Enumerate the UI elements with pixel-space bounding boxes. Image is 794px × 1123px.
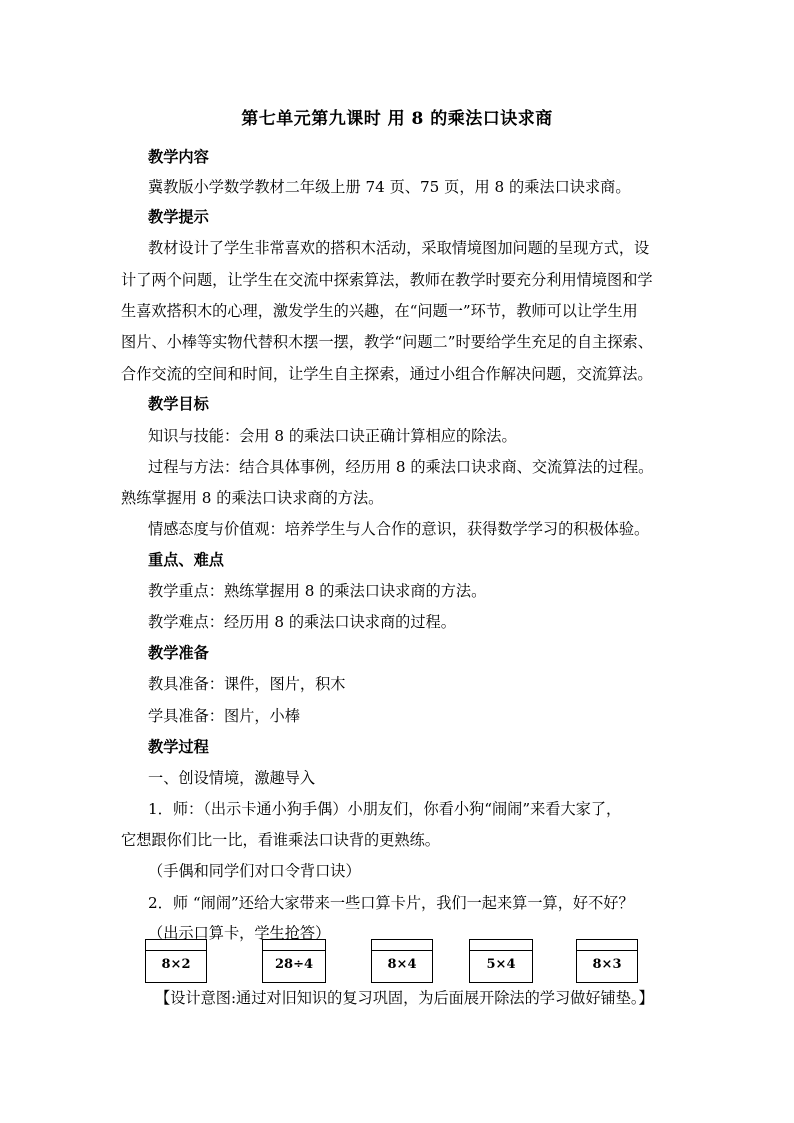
heading-teaching-hint: 教学提示 (148, 208, 209, 226)
process-line: 1．师：（出示卡通小狗手偶）小朋友们，你看小狗“闹闹”来看大家了， (148, 800, 622, 818)
calc-card (262, 939, 326, 983)
calc-card (469, 939, 533, 983)
hint-line: 生喜欢搭积木的心理，激发学生的兴趣，在“问题一”环节，教师可以让学生用 (121, 302, 638, 320)
heading-key-points: 重点、难点 (148, 551, 224, 569)
calc-card (576, 939, 638, 983)
process-line: 它想跟你们比一比，看谁乘法口诀背的更熟练。 (121, 831, 440, 849)
page-title: 第七单元第九课时 用 8 的乘法口诀求商 (241, 109, 553, 129)
calc-card (371, 939, 433, 983)
process-step-title: 一、创设情境，激趣导入 (148, 769, 316, 787)
hint-line: 图片、小棒等实物代替积木摆一摆，教学“问题二”时要给学生充足的自主探索、 (121, 333, 653, 351)
teaching-content-text: 冀教版小学数学教材二年级上册 74 页、75 页，用 8 的乘法口诀求商。 (148, 178, 631, 196)
heading-preparation: 教学准备 (148, 644, 209, 662)
goal-emotion: 情感态度与价值观：培养学生与人合作的意识，获得数学学习的积极体验。 (148, 520, 650, 538)
calc-card-label: 8×3 (592, 957, 622, 972)
goal-process-line1: 过程与方法：结合具体事例，经历用 8 的乘法口诀求商、交流算法的过程。 (148, 458, 654, 476)
hint-line: 合作交流的空间和时间，让学生自主探索，通过小组合作解决问题，交流算法。 (121, 365, 653, 383)
calc-card-label: 8×4 (387, 957, 417, 972)
calc-card-label: 5×4 (486, 957, 516, 972)
difficult-point: 教学难点：经历用 8 的乘法口诀求商的过程。 (148, 613, 456, 631)
goal-knowledge: 知识与技能：会用 8 的乘法口诀正确计算相应的除法。 (148, 427, 517, 445)
hint-line: 教材设计了学生非常喜欢的搭积木活动，采取情境图加问题的呈现方式，设 (148, 239, 650, 257)
calc-card-label: 28÷4 (274, 957, 314, 972)
process-line: （出示口算卡，学生抢答） (148, 924, 331, 942)
heading-teaching-goals: 教学目标 (148, 395, 209, 413)
heading-teaching-content: 教学内容 (148, 148, 209, 166)
design-intent-note: 【设计意图:通过对旧知识的复习巩固，为后面展开除法的学习做好铺垫。】 (155, 989, 654, 1007)
student-preparation: 学具准备：图片，小棒 (148, 707, 300, 725)
teacher-preparation: 教具准备：课件，图片，积木 (148, 675, 346, 693)
process-line: （手偶和同学们对口令背口诀） (148, 862, 361, 880)
hint-line: 计了两个问题，让学生在交流中探索算法，教师在教学时要充分利用情境图和学 (121, 271, 653, 289)
process-line: 2．师 “闹闹”还给大家带来一些口算卡片，我们一起来算一算，好不好？ (148, 894, 634, 912)
key-point: 教学重点：熟练掌握用 8 的乘法口诀求商的方法。 (148, 582, 487, 600)
heading-teaching-process: 教学过程 (148, 738, 209, 756)
goal-process-line2: 熟练掌握用 8 的乘法口诀求商的方法。 (121, 489, 384, 507)
calc-card (145, 939, 207, 983)
calc-card-label: 8×2 (161, 957, 191, 972)
